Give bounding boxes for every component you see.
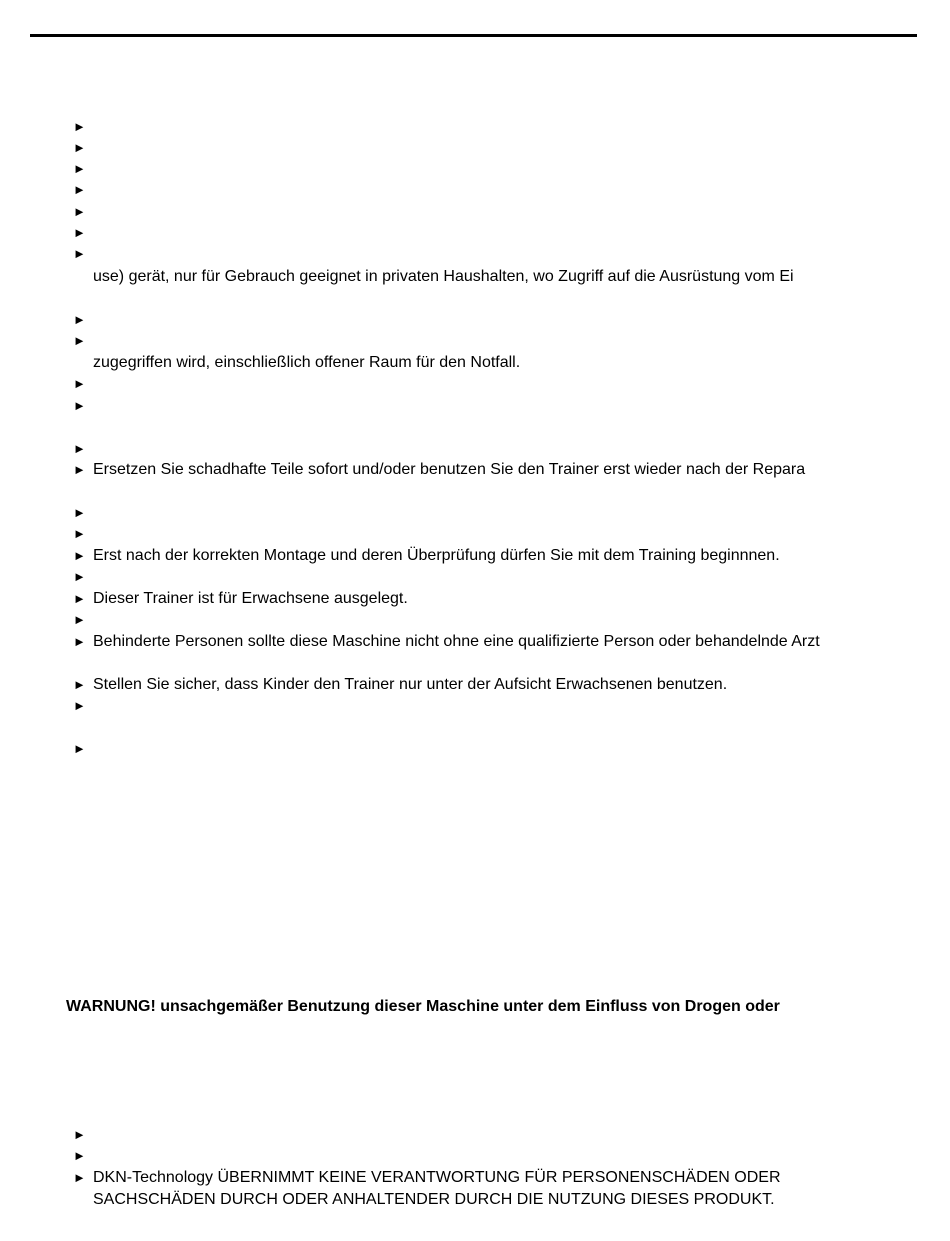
list-item-text: use) gerät, nur für Gebrauch geeignet in privaten Haushalten, wo Zugriff auf die Ausrüstung vom Ei [93, 268, 794, 285]
bullet-marker-icon: ► [73, 441, 86, 456]
list-item-text: SACHSCHÄDEN DURCH ODER ANHALTENDER DURCH DIE NUTZUNG DIESES PRODUKT. [93, 1191, 775, 1208]
list-item-text: Dieser Trainer ist für Erwachsene ausgelegt. [93, 590, 408, 607]
bullet-marker-icon: ► [73, 505, 86, 520]
bullet-marker-icon: ► [73, 569, 86, 584]
bullet-marker-icon: ► [73, 182, 86, 197]
bullet-marker-icon: ► [73, 204, 86, 219]
bullet-marker-icon: ► [73, 225, 86, 240]
bullet-marker-icon: ► [73, 140, 86, 155]
bullet-marker-icon: ► [73, 333, 86, 348]
list-item-text: DKN-Technology ÜBERNIMMT KEINE VERANTWORTUNG FÜR PERSONENSCHÄDEN ODER [93, 1169, 781, 1186]
bullet-marker-icon: ► [73, 398, 86, 413]
bullet-marker-icon: ► [73, 161, 86, 176]
bullet-marker-icon: ► [73, 1127, 86, 1142]
bullet-marker-icon: ► [73, 526, 86, 541]
list-item-text: Behinderte Personen sollte diese Maschine nicht ohne eine qualifizierte Person oder behandelnde Arzt [93, 633, 820, 650]
bullet-marker-icon: ► [73, 741, 86, 756]
bullet-marker-icon: ► [73, 677, 86, 692]
bullet-marker-icon: ► [73, 634, 86, 649]
list-item-text: zugegriffen wird, einschließlich offener Raum für den Notfall. [93, 354, 521, 371]
header-rule [30, 34, 917, 37]
list-item-text: Stellen Sie sicher, dass Kinder den Trainer nur unter der Aufsicht Erwachsenen benutzen. [93, 676, 728, 693]
bullet-marker-icon: ► [73, 1170, 86, 1185]
bullet-marker-icon: ► [73, 548, 86, 563]
bullet-marker-icon: ► [73, 1148, 86, 1163]
bullet-marker-icon: ► [73, 246, 86, 261]
bullet-marker-icon: ► [73, 119, 86, 134]
warning-text: WARNUNG! unsachgemäßer Benutzung dieser Maschine unter dem Einfluss von Drogen oder [66, 998, 780, 1015]
bullet-marker-icon: ► [73, 376, 86, 391]
bullet-marker-icon: ► [73, 462, 86, 477]
bullet-marker-icon: ► [73, 612, 86, 627]
list-item-text: Erst nach der korrekten Montage und deren Überprüfung dürfen Sie mit dem Training beginnnen. [93, 547, 780, 564]
list-item-text: Ersetzen Sie schadhafte Teile sofort und/oder benutzen Sie den Trainer erst wieder nach der Repara [93, 461, 806, 478]
bullet-marker-icon: ► [73, 591, 86, 606]
bullet-marker-icon: ► [73, 312, 86, 327]
bullet-marker-icon: ► [73, 698, 86, 713]
